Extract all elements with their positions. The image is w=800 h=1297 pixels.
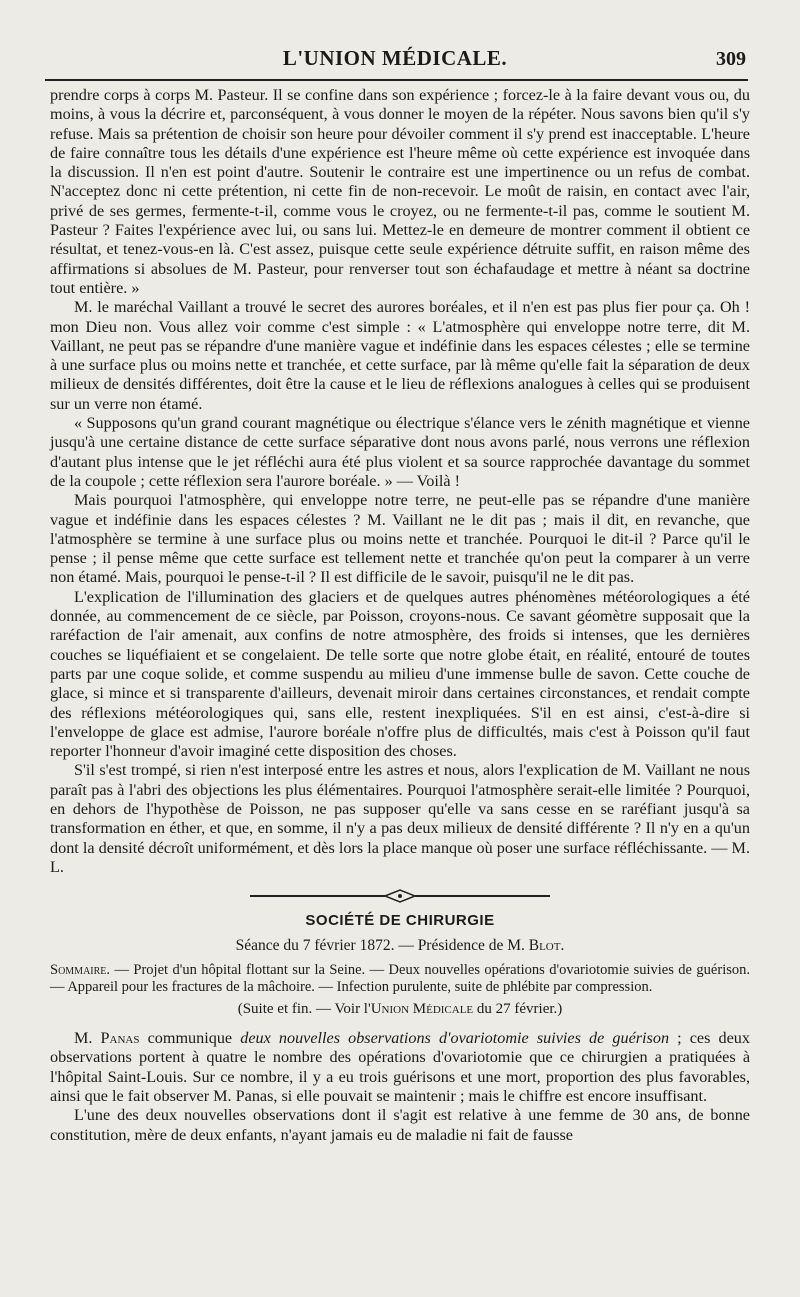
paragraph: S'il s'est trompé, si rien n'est interposé entre les astres et nous, alors l'explication de M. Vaillant ne nous paraît pas à l'abri des objections les plus élémentaires. Pourquoi l'atmosphère serait-elle limitée ? Pourquoi, en dehors de l'hypothèse de Poisson, ne pas supposer qu'elle va sans cesse en se raréfiant jusqu'à sa transformation en éther, et que, en somme, il n'y a pas deux milieux de densité différente ? Il n'y en a qu'un dont la densité décroît uniformément, et dès lors la place manque où poser une surface réfléchissante. — M. L.	[50, 761, 750, 876]
paragraph: M. le maréchal Vaillant a trouvé le secret des aurores boréales, et il n'en est pas plus fier pour ça. Oh ! mon Dieu non. Vous allez voir comme c'est simple : « L'atmosphère qui enveloppe notre terre, dit M. Vaillant, ne peut pas se répandre d'une manière vague et indéfinie dans les espaces célestes ; elle se termine à une surface plus ou moins nette et tranchée, et cette surface, par là même qu'elle fait la séparation de deux milieux de densités différentes, doit être la cause et le lieu de réflexions analogues à celles qui se produisent sur un verre non étamé.	[50, 298, 750, 413]
page-number: 309	[716, 48, 746, 70]
paragraph	[50, 1029, 750, 1106]
running-title: L'UNION MÉDICALE.	[282, 46, 508, 70]
ornamental-separator	[50, 889, 750, 903]
communication-title: deux nouvelles observations d'ovariotomie suivies de guérison	[240, 1029, 670, 1048]
session-info: Séance du 7 février 1872. — Présidence de M.	[235, 937, 525, 955]
session-line: Séance du 7 février 1872. — Présidence de M. Blot.	[235, 937, 565, 955]
speaker-name: M. Panas	[74, 1029, 140, 1048]
section-title: SOCIÉTÉ DE CHIRURGIE	[305, 912, 495, 930]
paragraph-rest: ; ces deux observations portent à quatre le nombre des opérations d'ovariotomie que ce chirurgien a pratiquées à l'hôpital Saint-Louis. Sur ce nombre, il y a eu trois guérisons et une mort, proportion des plus favorables, ainsi que le fait observer M. Panas, si elle pouvait se maintenir ; mais le chiffre est encore insuffisant.	[50, 1029, 750, 1105]
paragraph: Mais pourquoi l'atmosphère, qui enveloppe notre terre, ne peut-elle pas se répandre d'une manière vague et indéfinie dans les espaces célestes ? M. Vaillant ne le dit pas ; mais il dit, en revanche, que l'atmosphère se termine à une surface plus ou moins nette et tranchée. Pourquoi le dit-il ? Parce qu'il le pense ; il pense même que cette surface est tellement nette et tranchée qu'on peut la comparer à un verre non étamé. Mais, pourquoi le pense-t-il ? Il est difficile de le savoir, puisqu'il ne le dit pas.	[50, 491, 750, 587]
president-name: Blot	[528, 937, 561, 955]
header-rule	[45, 79, 748, 81]
page-header	[50, 40, 746, 76]
verb: communique	[139, 1029, 241, 1048]
summary	[50, 962, 750, 996]
continuation-note	[50, 1000, 750, 1019]
body-text	[50, 86, 750, 1145]
continued-suffix: du 27 février.)	[473, 1000, 563, 1017]
continued-prefix: (Suite et fin. — Voir l'	[237, 1000, 371, 1017]
paragraph: prendre corps à corps M. Pasteur. Il se confine dans son expérience ; forcez-le à la faire devant vous ou, du moins, à vous la décrire et, parconséquent, à vous donner le moyen de la répéter. Nous savons bien qu'il s'y refuse. Mais sa prétention de choisir son heure pour dévoiler comment il s'y prend est inacceptable. L'heure de faire connaître tous les détails d'une expérience est l'heure même où cette expérience est invoquée dans la discussion. Il n'en est point d'autre. Soutenir le contraire est une impertinence ou un refus de combat. N'acceptez donc ni cette prétention, ni cette fin de non-recevoir. Le moût de raisin, en contact avec l'air, privé de ses germes, fermente-t-il, comme vous le croyez, ou ne fermente-t-il pas, comme le soutient M. Pasteur ? Faites l'expérience avec lui, ou sans lui. Mettez-le en demeure de montrer comment il obtient ce résultat, et tenez-vous-en là. C'est assez, puisque cette seule expérience détruite suffit, en raison même des affirmations si absolues de M. Pasteur, pour renverser tout son échafaudage et mettre à néant sa doctrine tout entière. »	[50, 86, 750, 297]
paragraph: L'explication de l'illumination des glaciers et de quelques autres phénomènes météorologiques a été donnée, au commencement de ce siècle, par Poisson, croyons-nous. Ce savant géomètre supposait que la raréfaction de l'air amenait, aux confins de notre atmosphère, des froids si intenses, que les dernières couches se liquéfiaient et se congelaient. De telle sorte que notre globe était, en réalité, entouré de toutes parts par une coque solide, et comme suspendu au milieu d'une immense bulle de savon. Cette couche de glace, si mince et si transparente d'ailleurs, devenait miroir dans certaines circonstances, et rendait compte des réflexions météorologiques qui, sans elle, restent inexpliquées. S'il en est ainsi, c'est-à-dire si l'enveloppe de glace est admise, l'aurore boréale n'offre plus de difficultés, mais c'est à Poisson qu'il faut reporter l'honneur d'avoir imaginé cette disposition des choses.	[50, 587, 750, 761]
paragraph: L'une des deux nouvelles observations dont il s'agit est relative à une femme de 30 ans, de bonne constitution, mère de deux enfants, n'ayant jamais eu de maladie ni fait de fausse	[50, 1106, 750, 1144]
summary-label: Sommaire.	[50, 961, 111, 978]
summary-text: — Projet d'un hôpital flottant sur la Seine. — Deux nouvelles opérations d'ovariotomie suivies de guérison. — Appareil pour les fractures de la mâchoire. — Infection purulente, suite de phlébite par compression.	[50, 961, 750, 995]
paragraph: « Supposons qu'un grand courant magnétique ou électrique s'élance vers le zénith magnétique et vienne jusqu'à une certaine distance de cette surface séparative dont nous avons parlé, nous verrons une réflexion d'autant plus intense que le jet réfléchi aura été plus violent et sa source rapprochée davantage du sommet de la coupole ; cette réflexion sera l'aurore boréale. » — Voilà !	[50, 414, 750, 490]
journal-name: Union Médicale	[370, 1000, 474, 1017]
